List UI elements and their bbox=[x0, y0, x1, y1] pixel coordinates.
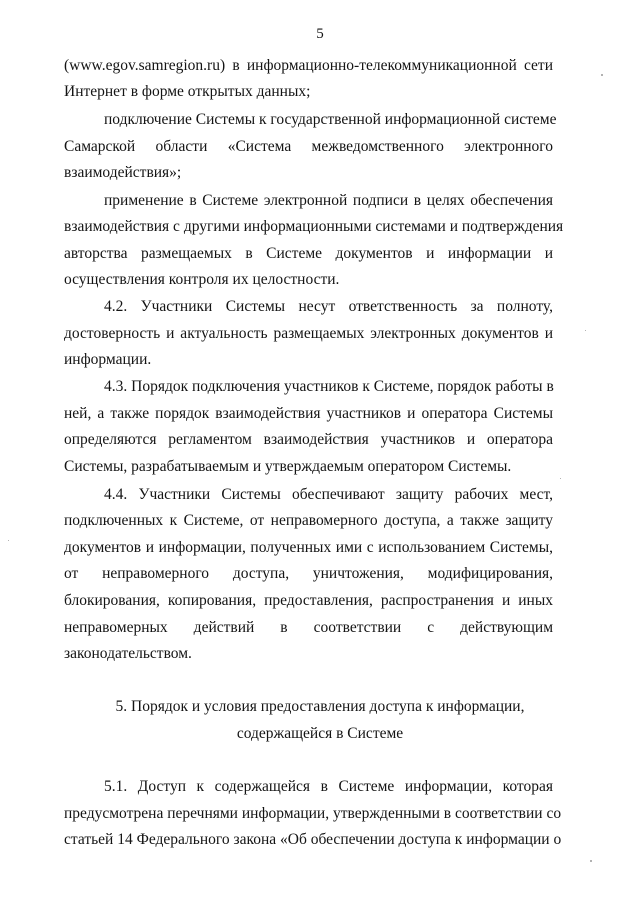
text-line: подключение Системы к государственной информационной системе bbox=[104, 111, 557, 128]
scan-speck bbox=[601, 74, 603, 76]
text-line: подключенных к Системе, от неправомерного доступа, а также защиту bbox=[64, 512, 553, 529]
text-line: блокирования, копирования, предоставления, распространения и иных bbox=[64, 592, 553, 609]
text-line: 4.3. Порядок подключения участников к Системе, порядок работы в bbox=[104, 378, 554, 395]
text-line: ней, а также порядок взаимодействия участников и оператора Системы bbox=[64, 405, 553, 422]
text-line: авторства размещаемых в Системе документов и информации и bbox=[64, 245, 553, 262]
text-line: достоверность и актуальность размещаемых электронных документов и bbox=[64, 325, 553, 342]
text-line: неправомерных действий в соответствии с действующим bbox=[64, 619, 553, 636]
text-line: 5.1. Доступ к содержащейся в Системе информации, которая bbox=[104, 778, 553, 795]
scan-speck bbox=[585, 330, 586, 331]
scan-speck bbox=[8, 540, 9, 541]
text-line: 4.4. Участники Системы обеспечивают защиту рабочих мест, bbox=[104, 486, 553, 503]
text-line: Интернет в форме открытых данных; bbox=[64, 83, 311, 100]
text-line: документов и информации, полученных ими с использованием Системы, bbox=[64, 539, 553, 556]
text-line: Самарской области «Система межведомственного электронного bbox=[64, 138, 553, 155]
text-line: взаимодействия»; bbox=[64, 164, 182, 181]
text-line: взаимодействия с другими информационными системами и подтверждения bbox=[64, 218, 564, 235]
text-line: предусмотрена перечнями информации, утвержденными в соответствии со bbox=[64, 805, 562, 822]
section-heading: 5. Порядок и условия предоставления доступа к информации, bbox=[115, 698, 525, 715]
text-line: информации. bbox=[64, 351, 152, 368]
text-line: осуществления контроля их целостности. bbox=[64, 271, 340, 288]
text-line: 4.2. Участники Системы несут ответственность за полноту, bbox=[104, 298, 553, 315]
text-line: (www.egov.samregion.ru) в информационно-телекоммуникационной сети bbox=[64, 57, 553, 74]
text-line: Системы, разрабатываемым и утверждаемым оператором Системы. bbox=[64, 458, 512, 475]
text-line: законодательством. bbox=[64, 645, 192, 662]
page-number: 5 bbox=[316, 26, 324, 42]
section-heading: содержащейся в Системе bbox=[236, 725, 404, 742]
scan-speck bbox=[560, 478, 561, 479]
text-line: применение в Системе электронной подписи в целях обеспечения bbox=[104, 192, 553, 209]
text-line: статьей 14 Федерального закона «Об обеспечении доступа к информации о bbox=[64, 831, 562, 848]
scan-speck bbox=[590, 860, 592, 862]
text-line: от неправомерного доступа, уничтожения, модифицирования, bbox=[64, 565, 553, 582]
text-line: определяются регламентом взаимодействия участников и оператора bbox=[64, 431, 553, 448]
